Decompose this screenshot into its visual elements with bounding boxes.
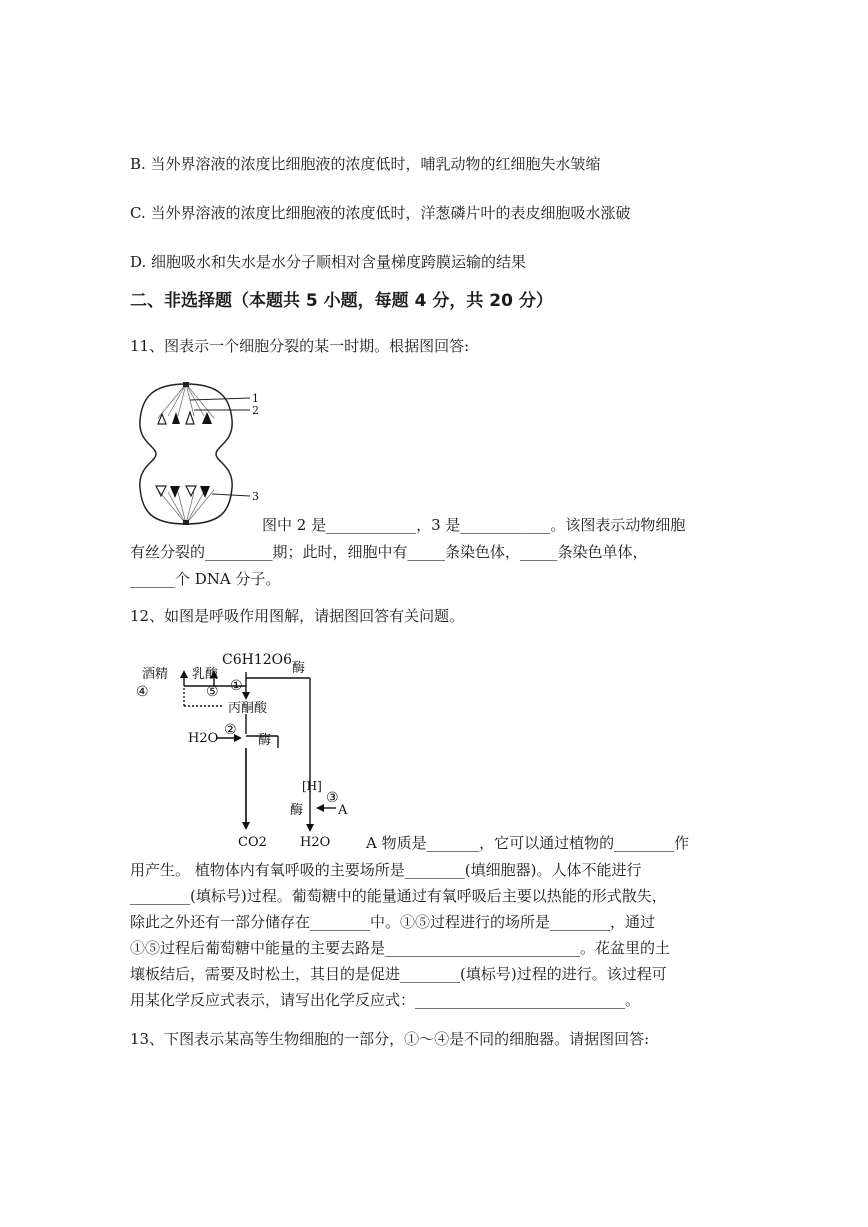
q11-line3: ______个 DNA 分子。 xyxy=(130,570,281,588)
water-in-label: H2O xyxy=(188,731,219,746)
step-5-label: ⑤ xyxy=(206,684,219,700)
q13-stem: 13、下图表示某高等生物细胞的一部分，①～④是不同的细胞器。请据图回答: xyxy=(130,1030,650,1048)
co2-label: CO2 xyxy=(238,835,267,850)
step-4-label: ④ xyxy=(136,684,149,700)
step-1-label: ① xyxy=(230,678,243,694)
q12-line3: ________(填标号)过程。葡萄糖中的能量通过有氧呼吸后主要以热能的形式散失， xyxy=(130,887,667,905)
q12-line7: 用某化学反应式表示，请写出化学反应式：____________________________。 xyxy=(130,991,641,1009)
enzyme-top-label: 酶 xyxy=(292,661,306,676)
q12-line4: 除此之外还有一部分储存在________中。①⑤过程进行的场所是________，通过 xyxy=(130,913,656,931)
centriole-top xyxy=(183,382,189,387)
enzyme-low-label: 酶 xyxy=(290,803,304,818)
q11-stem: 11、图表示一个细胞分裂的某一时期。根据图回答: xyxy=(130,337,470,355)
glucose-label: C6H12O6 xyxy=(222,652,293,668)
q12-line5: ①⑤过程后葡萄糖中能量的主要去路是__________________________。花盆里的土 xyxy=(130,939,671,957)
centriole-bottom xyxy=(183,520,189,525)
cell-division-figure xyxy=(128,380,273,528)
respiration-diagram xyxy=(128,648,358,850)
option-b: B. 当外界溶液的浓度比细胞液的浓度低时，哺乳动物的红细胞失水皱缩 xyxy=(130,155,601,173)
section-heading: 二、非选择题（本题共 5 小题，每题 4 分，共 20 分） xyxy=(130,291,553,311)
water-out-label: H2O xyxy=(300,835,331,850)
fig-label-3: 3 xyxy=(252,490,259,503)
q11-line1: 图中 2 是____________，3 是____________。该图表示动物细胞 xyxy=(262,516,686,534)
lactic-label: 乳酸 xyxy=(192,667,219,682)
step-2-label: ② xyxy=(224,722,237,738)
q12-stem: 12、如图是呼吸作用图解，请据图回答有关问题。 xyxy=(130,607,465,625)
q11-line2: 有丝分裂的_________期；此时，细胞中有_____条染色体，_____条染色单体， xyxy=(130,543,648,561)
fig-label-2: 2 xyxy=(252,404,259,417)
step-3-label: ③ xyxy=(326,790,339,806)
fig-label-1: 1 xyxy=(252,392,259,405)
pyruvate-label: 丙酮酸 xyxy=(228,701,268,716)
option-c: C. 当外界溶液的浓度比细胞液的浓度低时，洋葱磷片叶的表皮细胞吸水涨破 xyxy=(130,204,631,222)
a-label: A xyxy=(338,803,348,818)
h-label: [H] xyxy=(302,779,322,793)
enzyme-mid-label: 酶 xyxy=(258,733,272,748)
upper-chromosomes xyxy=(158,412,212,424)
alcohol-label: 酒精 xyxy=(142,667,169,682)
q12-line1: A 物质是_______，它可以通过植物的________作 xyxy=(366,834,690,852)
q12-line2: 用产生。 植物体内有氧呼吸的主要场所是________(填细胞器)。人体不能进行 xyxy=(130,861,642,879)
q12-line6: 壤板结后，需要及时松土，其目的是促进________(填标号)过程的进行。该过程可 xyxy=(130,965,667,983)
option-d: D. 细胞吸水和失水是水分子顺相对含量梯度跨膜运输的结果 xyxy=(130,253,527,271)
